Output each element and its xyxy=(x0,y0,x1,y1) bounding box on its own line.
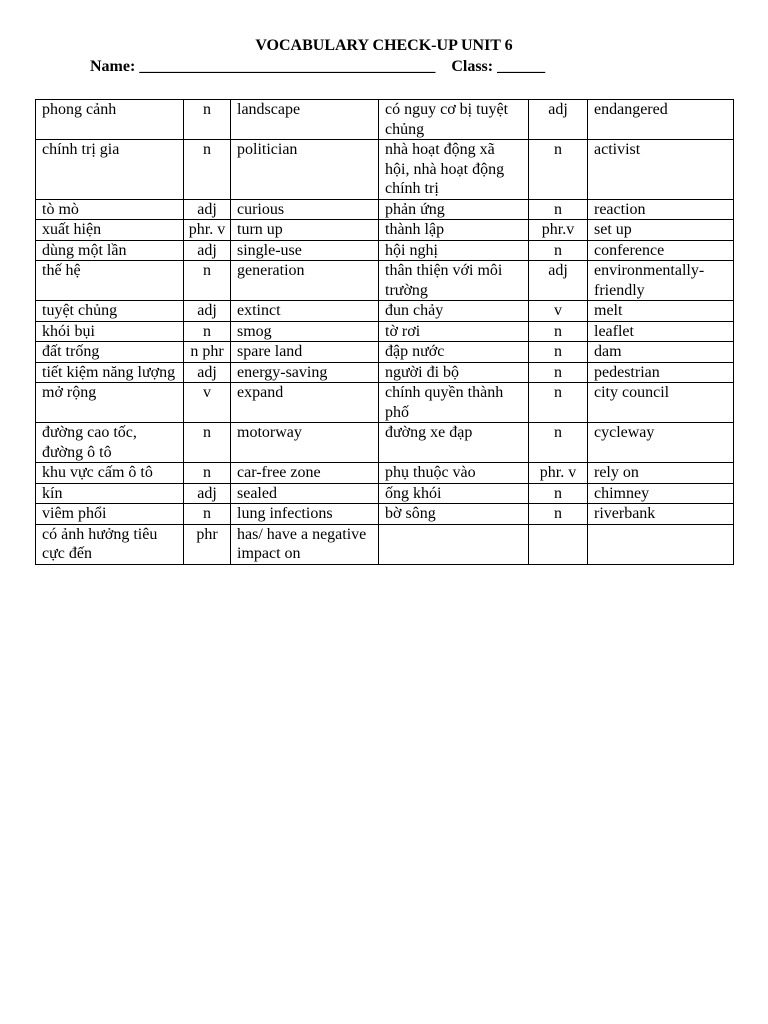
vietnamese-term: tiết kiệm năng lượng xyxy=(36,362,184,383)
part-of-speech: phr. v xyxy=(529,463,588,484)
part-of-speech: phr xyxy=(184,524,231,564)
table-row xyxy=(36,240,734,261)
english-term: rely on xyxy=(588,463,734,484)
vietnamese-term: khu vực cấm ô tô xyxy=(36,463,184,484)
english-term: cycleway xyxy=(588,423,734,463)
vietnamese-term: dùng một lần xyxy=(36,240,184,261)
part-of-speech: n xyxy=(184,504,231,525)
vietnamese-term: người đi bộ xyxy=(379,362,529,383)
vietnamese-term: tờ rơi xyxy=(379,321,529,342)
english-term: dam xyxy=(588,342,734,363)
part-of-speech: n xyxy=(529,321,588,342)
table-row xyxy=(36,383,734,423)
english-term: pedestrian xyxy=(588,362,734,383)
english-term: turn up xyxy=(231,220,379,241)
vietnamese-term: viêm phổi xyxy=(36,504,184,525)
table-row xyxy=(36,423,734,463)
part-of-speech: n xyxy=(184,463,231,484)
part-of-speech: n xyxy=(529,483,588,504)
part-of-speech: n xyxy=(529,140,588,200)
table-row xyxy=(36,362,734,383)
part-of-speech: n xyxy=(184,423,231,463)
english-term: chimney xyxy=(588,483,734,504)
english-term: motorway xyxy=(231,423,379,463)
vietnamese-term: thế hệ xyxy=(36,261,184,301)
english-term: conference xyxy=(588,240,734,261)
vietnamese-term: đập nước xyxy=(379,342,529,363)
part-of-speech: n xyxy=(529,240,588,261)
part-of-speech: n xyxy=(184,321,231,342)
part-of-speech: n xyxy=(529,199,588,220)
part-of-speech: n xyxy=(184,100,231,140)
vocabulary-table-body xyxy=(36,100,734,565)
vietnamese-term: nhà hoạt động xã hội, nhà hoạt động chính trị xyxy=(379,140,529,200)
english-term: generation xyxy=(231,261,379,301)
part-of-speech: phr.v xyxy=(529,220,588,241)
part-of-speech: n xyxy=(184,140,231,200)
part-of-speech: n xyxy=(529,342,588,363)
table-row xyxy=(36,261,734,301)
english-term: has/ have a negative impact on xyxy=(231,524,379,564)
part-of-speech: n xyxy=(529,423,588,463)
english-term: expand xyxy=(231,383,379,423)
part-of-speech: n phr xyxy=(184,342,231,363)
vietnamese-term: tuyệt chủng xyxy=(36,301,184,322)
english-term: activist xyxy=(588,140,734,200)
part-of-speech xyxy=(529,524,588,564)
vietnamese-term: tò mò xyxy=(36,199,184,220)
english-term: riverbank xyxy=(588,504,734,525)
english-term xyxy=(588,524,734,564)
page-title: VOCABULARY CHECK-UP UNIT 6 xyxy=(255,37,513,54)
vietnamese-term: phản ứng xyxy=(379,199,529,220)
vietnamese-term: thành lập xyxy=(379,220,529,241)
table-row xyxy=(36,220,734,241)
table-row xyxy=(36,504,734,525)
vietnamese-term: ống khói xyxy=(379,483,529,504)
english-term: curious xyxy=(231,199,379,220)
english-term: endangered xyxy=(588,100,734,140)
vietnamese-term: đường cao tốc, đường ô tô xyxy=(36,423,184,463)
vocabulary-table xyxy=(35,99,734,565)
english-term: extinct xyxy=(231,301,379,322)
english-term: environmentally-friendly xyxy=(588,261,734,301)
english-term: reaction xyxy=(588,199,734,220)
vietnamese-term: xuất hiện xyxy=(36,220,184,241)
english-term: spare land xyxy=(231,342,379,363)
vietnamese-term: có nguy cơ bị tuyệt chủng xyxy=(379,100,529,140)
vietnamese-term: thân thiện với môi trường xyxy=(379,261,529,301)
part-of-speech: adj xyxy=(184,362,231,383)
english-term: lung infections xyxy=(231,504,379,525)
vietnamese-term: mở rộng xyxy=(36,383,184,423)
vietnamese-term: đun chảy xyxy=(379,301,529,322)
table-row xyxy=(36,342,734,363)
part-of-speech: adj xyxy=(184,240,231,261)
part-of-speech: adj xyxy=(529,261,588,301)
part-of-speech: n xyxy=(184,261,231,301)
name-class-line: Name: _____________________________________ Class: ______ xyxy=(90,58,546,75)
vietnamese-term: có ảnh hưởng tiêu cực đến xyxy=(36,524,184,564)
part-of-speech: adj xyxy=(184,483,231,504)
part-of-speech: adj xyxy=(184,301,231,322)
english-term: politician xyxy=(231,140,379,200)
part-of-speech: adj xyxy=(184,199,231,220)
vietnamese-term: bờ sông xyxy=(379,504,529,525)
english-term: car-free zone xyxy=(231,463,379,484)
english-term: smog xyxy=(231,321,379,342)
table-row xyxy=(36,524,734,564)
english-term: energy-saving xyxy=(231,362,379,383)
part-of-speech: v xyxy=(529,301,588,322)
vietnamese-term: chính trị gia xyxy=(36,140,184,200)
table-row xyxy=(36,463,734,484)
table-row xyxy=(36,199,734,220)
part-of-speech: n xyxy=(529,362,588,383)
english-term: city council xyxy=(588,383,734,423)
english-term: single-use xyxy=(231,240,379,261)
table-row xyxy=(36,483,734,504)
part-of-speech: phr. v xyxy=(184,220,231,241)
vietnamese-term: khói bụi xyxy=(36,321,184,342)
english-term: melt xyxy=(588,301,734,322)
vietnamese-term: kín xyxy=(36,483,184,504)
table-row xyxy=(36,100,734,140)
part-of-speech: n xyxy=(529,383,588,423)
vietnamese-term: đất trống xyxy=(36,342,184,363)
vietnamese-term: chính quyền thành phố xyxy=(379,383,529,423)
english-term: set up xyxy=(588,220,734,241)
vietnamese-term xyxy=(379,524,529,564)
part-of-speech: n xyxy=(529,504,588,525)
english-term: sealed xyxy=(231,483,379,504)
part-of-speech: v xyxy=(184,383,231,423)
vietnamese-term: đường xe đạp xyxy=(379,423,529,463)
vietnamese-term: hội nghị xyxy=(379,240,529,261)
table-row xyxy=(36,301,734,322)
table-row xyxy=(36,140,734,200)
english-term: leaflet xyxy=(588,321,734,342)
vietnamese-term: phong cảnh xyxy=(36,100,184,140)
table-row xyxy=(36,321,734,342)
part-of-speech: adj xyxy=(529,100,588,140)
vietnamese-term: phụ thuộc vào xyxy=(379,463,529,484)
english-term: landscape xyxy=(231,100,379,140)
